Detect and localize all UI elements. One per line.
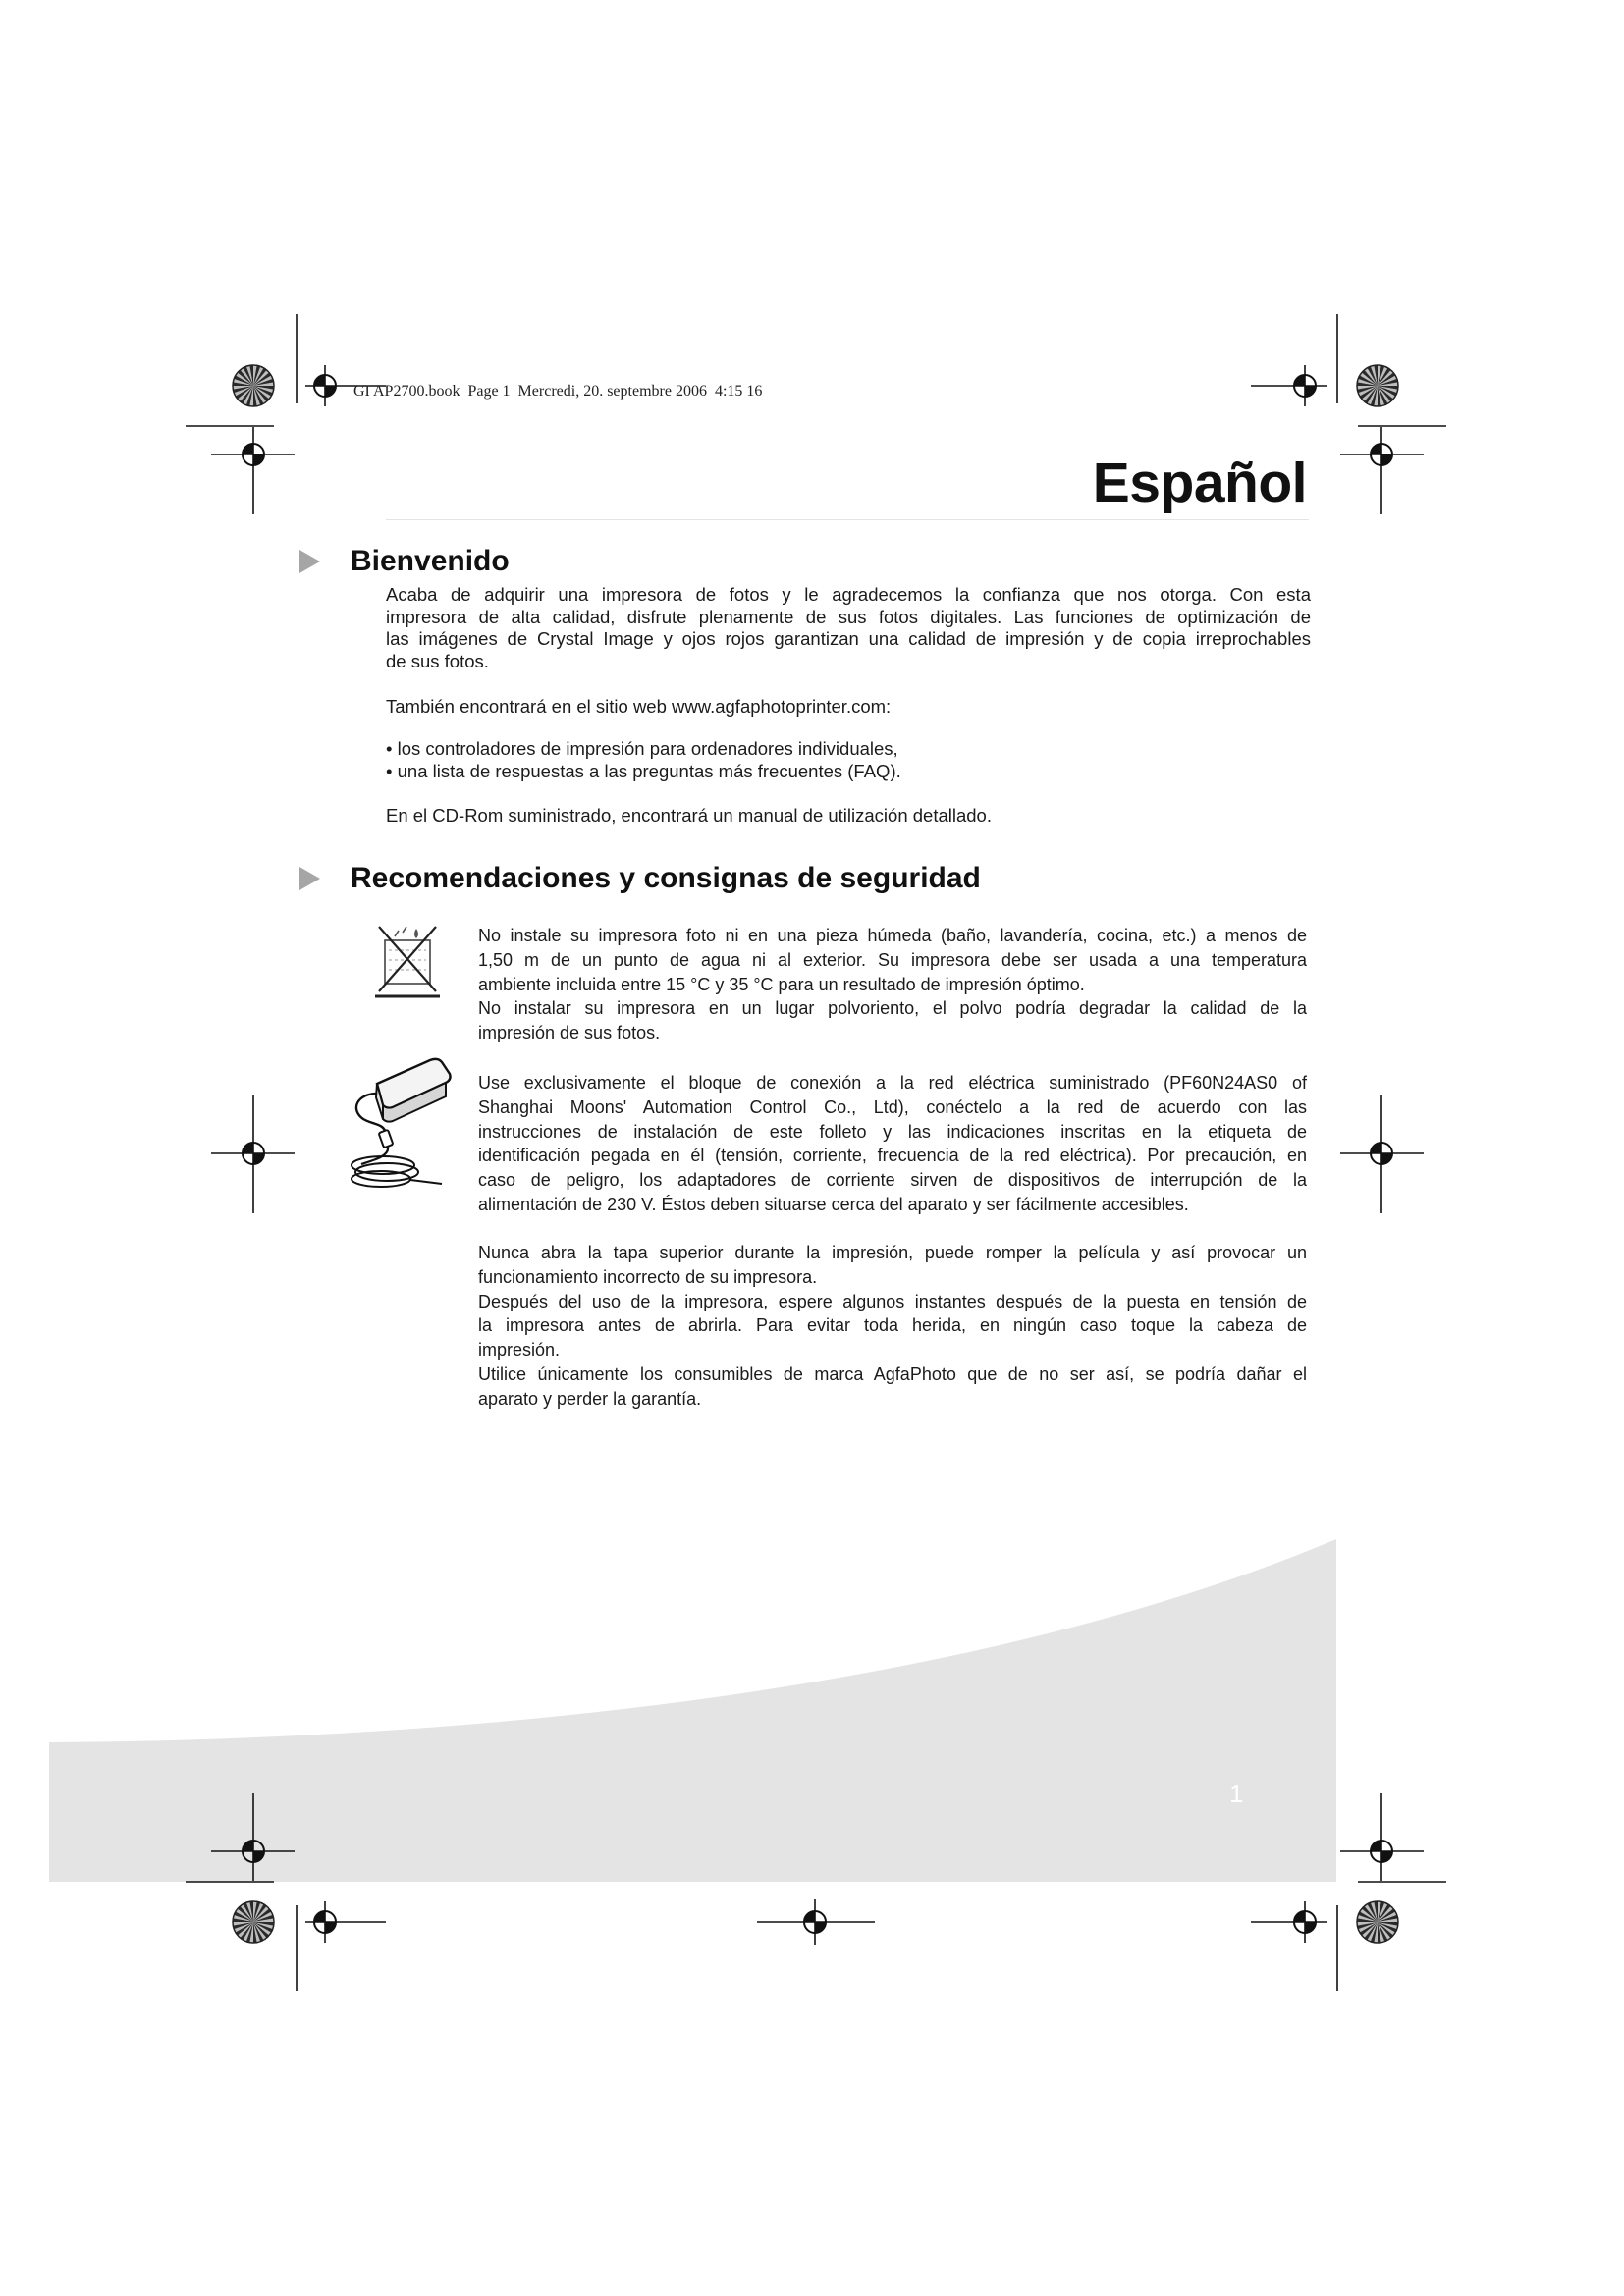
text-line: No instale su impresora foto ni en una pieza húmeda (baño, lavandería, cocina, etc.) a menos de [478, 926, 1307, 945]
text-line: Utilice únicamente los consumibles de marca AgfaPhoto que de no ser así, se podría dañar el [478, 1363, 1307, 1384]
cd-note [386, 805, 1311, 828]
registration-target [757, 1899, 875, 1945]
section-arrow-icon [299, 550, 320, 573]
page-number: 1 [1229, 1779, 1244, 1808]
website-list [386, 738, 1311, 782]
text-line: Use exclusivamente el bloque de conexión a la red eléctrica suministrado (PF60N24AS0 of [478, 1073, 1307, 1093]
text-line: las imágenes de Crystal Image y ojos rojos garantizan una calidad de impresión y de copia irreprochables [386, 628, 1311, 649]
text-line: identificación pegada en él (tensión, corriente, frecuencia de la red eléctrica). Por precaución, en [478, 1146, 1307, 1166]
handling-warning [478, 1241, 1307, 1412]
text-line: instrucciones de instalación de este folleto y las indicaciones inscritas en la etiqueta de [478, 1121, 1307, 1142]
list-item: • los controladores de impresión para ordenadores individuales, [386, 738, 898, 759]
file-info-header: GI AP2700.book Page 1 Mercredi, 20. septembre 2006 4:15 16 [353, 383, 763, 400]
section-arrow-icon [299, 867, 320, 890]
text-line: la impresora antes de abrirla. Para evitar toda herida, en ningún caso toque la cabeza de [478, 1315, 1307, 1336]
welcome-intro [386, 584, 1311, 672]
text-line: funcionamiento incorrecto de su impresora. [478, 1266, 818, 1287]
text-line: ambiente incluida entre 15 °C y 35 °C para un resultado de impresión óptimo. [478, 974, 1085, 994]
text-line: En el CD-Rom suministrado, encontrará un manual de utilización detallado. [386, 805, 992, 826]
text-line: impresora de alta calidad, disfrute plenamente de sus fotos digitales. Las funciones de optimización de [386, 606, 1311, 627]
registration-target [1340, 1095, 1424, 1213]
list-item: • una lista de respuestas a las preguntas más frecuentes (FAQ). [386, 760, 901, 781]
registration-target [211, 1095, 295, 1213]
humidity-warning [478, 924, 1307, 1045]
text-line: aparato y perder la garantía. [478, 1388, 702, 1409]
registration-target [1340, 1793, 1424, 1881]
website-line [386, 696, 1311, 719]
registration-target [1340, 427, 1424, 514]
text-line: Shanghai Moons' Automation Control Co., Ltd), conéctelo a la red de acuerdo con las [478, 1096, 1307, 1117]
welcome-heading: Bienvenido [351, 545, 510, 577]
text-line: impresión de sus fotos. [478, 1023, 661, 1043]
registration-target [1251, 365, 1327, 406]
calibration-disc [1357, 1901, 1398, 1943]
text-line: impresión. [478, 1340, 561, 1361]
text-line: No instalar su impresora en un lugar polvoriento, el polvo podría degradar la calidad de la [478, 998, 1307, 1019]
text-line: 1,50 m de un punto de agua ni al exterior. Su impresora debe ser usada a una temperatura [478, 949, 1307, 970]
title-rule [386, 519, 1309, 520]
no-humidity-icon [373, 921, 442, 1001]
calibration-disc [1357, 365, 1398, 406]
text-line: Acaba de adquirir una impresora de fotos y le agradecemos la confianza que nos otorga. Con esta [386, 584, 1311, 605]
safety-heading: Recomendaciones y consignas de seguridad [351, 862, 981, 894]
calibration-disc [233, 1901, 274, 1943]
registration-target [211, 1793, 295, 1881]
power-adapter-icon [344, 1054, 454, 1190]
text-line: caso de peligro, los adaptadores de corriente sirven de dispositivos de interrupción de la [478, 1170, 1307, 1191]
registration-target [1251, 1901, 1327, 1943]
registration-target [305, 1901, 386, 1943]
power-adapter-warning [478, 1071, 1307, 1217]
text-line: Nunca abra la tapa superior durante la impresión, puede romper la película y así provocar un [478, 1243, 1307, 1262]
text-line: También encontrará en el sitio web www.agfaphotoprinter.com: [386, 696, 892, 717]
calibration-disc [233, 365, 274, 406]
text-line: alimentación de 230 V. Éstos deben situarse cerca del aparato y ser fácilmente accesibles. [478, 1194, 1189, 1214]
text-line: de sus fotos. [386, 650, 489, 671]
registration-target [211, 427, 295, 514]
text-line: Después del uso de la impresora, espere algunos instantes después de la puesta en tensión de [478, 1291, 1307, 1311]
page-title: Español [1092, 452, 1307, 514]
